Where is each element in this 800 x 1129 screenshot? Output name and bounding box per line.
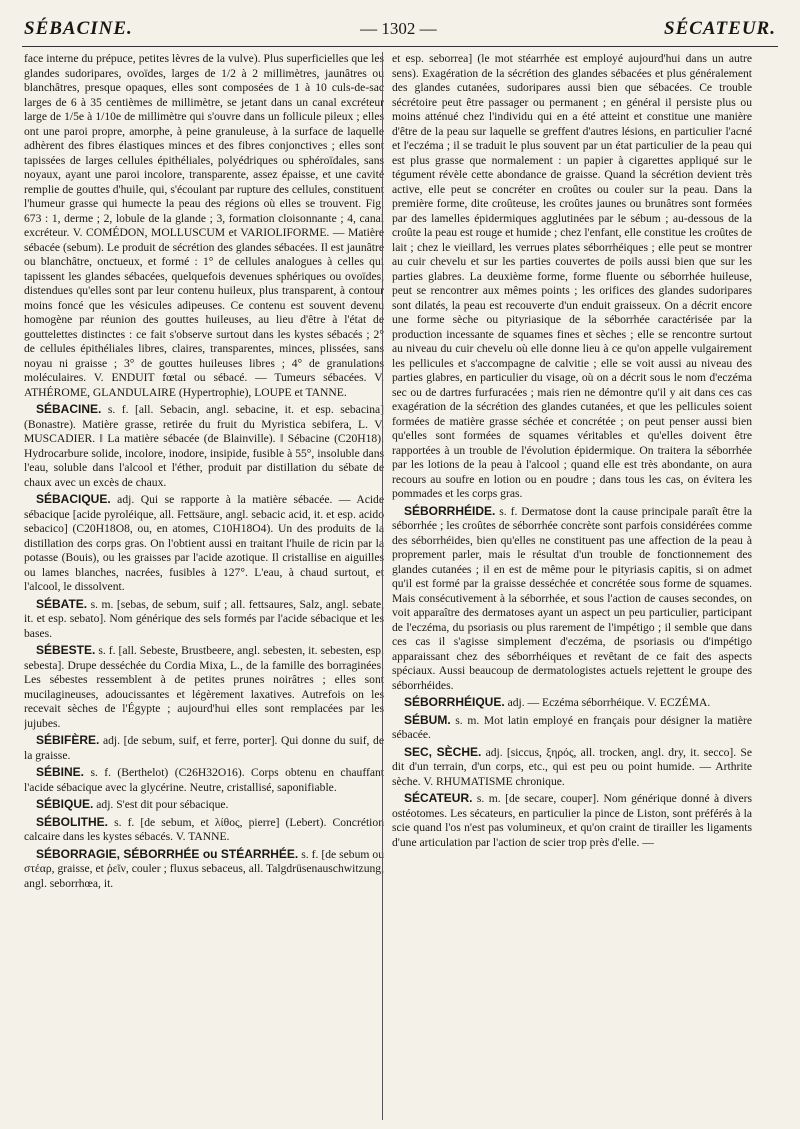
entry-definition: s. f. [all. Sebeste, Brustbeere, angl. sebesten, it. sebesten, esp. sebesta]. Drupe desséchée du Cordia Mixa, L., de la famille des borraginées. Les sébestes ressemblent à de petites prunes noirâtres ; elles sont mucilagineuses, adoucissantes et légèrement laxatives. Autrefois on les recevait sèches de l'Égypte ; aujourd'hui elles sont remplacées par les jujubes. xyxy=(24,644,384,730)
entry-definition: s. f. [de sebum ou στέαρ, graisse, et ῥεῖν, couler ; fluxus sebaceus, all. Talgdrüsenauschwitzung, angl. seborrhœa, it. xyxy=(24,847,384,890)
column-divider xyxy=(382,52,383,1120)
left-column xyxy=(24,52,384,1122)
entry-definition: s. f. [all. Sebacin, angl. sebacine, it. et esp. sebacina] (Bonastre). Matière grasse, retirée du fruit du Myristica sebifera, L. V. MUSCADIER. ‖ La matière sébacée (de Blainville). ‖ Sébacine (C20H18). Hydrocarbure solide, incolore, inodore, insipide, fusible à 55°, insoluble dans l'eau, soluble dans l'alcool et l'éther, produit par distillation du sébate de chaux avec un excès de chaux. xyxy=(24,403,384,489)
entry-seborrheide xyxy=(392,504,752,694)
entry-definition: adj. S'est dit pour sébacique. xyxy=(96,798,229,811)
entry-headword: SÉBIFÈRE. xyxy=(36,733,100,747)
entry-definition: s. f. Dermatose dont la cause principale paraît être la séborrhée ; les croûtes de séborrhée concrète sont parfois considérées comme des séborrhéides, bien qu'elles ne constituent pas une affection de la peau à proprement parler, mais le résultat d'un trouble de fonctionnement des glandes cutanées ; il en est de même pour le pityriasis capitis, si on admet qu'il est formé par la graisse desséchée et concrétée sous forme de squames. Mais consécutivement à la séborrhée, et sous l'action de causes secondes, on voit apparaître des dermatoses ayant un aspect un peu particulier, participant de l'eczéma, du psoriasis ou plus rarement de l'impétigo ; il semble que dans ces cas il s'agisse simplement d'eczéma, de psoriasis ou d'impétigo apparaissant chez des séborrhéiques et revêtant de ce fait des aspects spéciaux. Aussi beaucoup de dermatologistes actuels rejettent le groupe des séborrhéides. xyxy=(392,504,752,692)
entry-sebate xyxy=(24,597,384,642)
entry-definition: adj. — Eczéma séborrhéique. V. ECZÉMA. xyxy=(507,696,711,709)
header-first-word: SÉBACINE. xyxy=(24,18,133,39)
entry-sebifere xyxy=(24,733,384,763)
entry-sec xyxy=(392,745,752,790)
entry-headword: SEC, SÈCHE. xyxy=(404,744,482,759)
entry-seborrheique xyxy=(392,695,752,711)
entry-definition: adj. [siccus, ξηρός, all. trocken, angl. dry, it. secco]. Se dit d'un terrain, d'un corps, etc., qui est peu ou point humide. — Arthrite sèche. V. RHUMATISME chronique. xyxy=(392,745,752,788)
entry-definition: s. f. [de sebum, et λίθος, pierre] (Lebert). Concrétion calcaire dans les kystes sébacés. V. TANNE. xyxy=(24,815,384,843)
entry-definition: s. f. (Berthelot) (C26H32O16). Corps obtenu en chauffant l'acide sébacique avec la glycérine. Neutre, cristallisé, saponifiable. xyxy=(24,766,384,794)
entry-headword: SÉCATEUR. xyxy=(404,791,473,805)
entry-headword: SÉBORRAGIE, SÉBORRHÉE ou STÉARRHÉE. xyxy=(36,846,299,861)
entry-headword: SÉBIQUE. xyxy=(36,797,94,811)
entry-headword: SÉBATE. xyxy=(36,596,88,611)
entry-headword: SÉBACINE. xyxy=(36,402,102,416)
entry-headword: SÉBUM. xyxy=(404,712,451,727)
entry-headword: SÉBORRHÉIDE. xyxy=(404,503,496,518)
entry-headword: SÉBESTE. xyxy=(36,643,96,657)
entry-headword: SÉBACIQUE. xyxy=(36,492,111,506)
continued-paragraph: face interne du prépuce, petites lèvres de la vulve). Plus superficielles que les glandes sudoripares, ovoïdes, larges de 1/2 à 2 millimètres, jaunâtres ou blanchâtres, presque opaques, elles sont composées de 1 à 10 culs-de-sac larges de 6 à 35 centièmes de millimètre, se jetant dans un canal excréteur large de 1/5e à 1/10e de millimètre qui s'ouvre dans un follicule pileux ; elles ont une paroi propre, amorphe, à peine granuleuse, à la surface de laquelle adhèrent des fibres élastiques minces et des fibres conjonctives ; elles sont tapissées de larges cellules épithéliales, polyédriques ou sphéroïdales, sans noyaux, ayant une paroi incolore, transparente, assez épaisse, et une cavité remplie de gouttes d'huile, qui, s'écoulant par rupture des cellules, constituent l'humeur grasse qui humecte la peau des régions où elles se trouvent. Fig. 673 : 1, derme ; 2, lobule de la glande ; 3, formation cloisonnante ; 4, canal excréteur. V. COMÉDON, MOLLUSCUM et VARIOLIFORME. — Matière sébacée (sebum). Le produit de sécrétion des glandes sébacées. Il est jaunâtre ou blanchâtre, onctueux, et formé : 1° de cellules analogues à celles qui tapissent les glandes sébacées, quelquefois devenues sphériques ou ovoïdes, distendues qu'elles sont par leur contenu huileux, plus transparent, à contour moins foncé que les vésicules adipeuses. Ce contenu est souvent devenu homogène par réunion des gouttes huileuses, au lieu d'être à l'état de gouttelettes distinctes : ce fait s'observe surtout dans les kystes sébacés ; 2° de cellules épithéliales libres, claires, transparentes, minces, plissées, sans noyau ni graisse ; 3° de gouttes huileuses libres ; 4° de granulations moléculaires. V. ENDUIT fœtal ou sébacé. — Tumeurs sébacées. V. ATHÉROME, GLANDULAIRE (Hypertrophie), LOUPE et TANNE. xyxy=(24,52,384,399)
entry-definition: adj. [de sebum, suif, et ferre, porter]. Qui donne du suif, de la graisse. xyxy=(24,734,384,762)
entry-headword: SÉBORRHÉIQUE. xyxy=(404,695,505,709)
header-rule xyxy=(22,46,778,47)
entry-definition: s. m. [de secare, couper]. Nom générique donné à divers ostéotomes. Les sécateurs, en particulier la pince de Liston, sont préférés à la scie quand l'os n'est pas volumineux, et qu'on craint de tirailler les ligaments d'une articulation par l'action de scier trop près d'elle. — xyxy=(392,792,752,849)
entry-definition: adj. Qui se rapporte à la matière sébacée. — Acide sébacique [acide pyroléique, all. Fettsäure, angl. sebacic acid, it. et esp. acido sebacico] (C20H18O8, ou, en atomes, C10H18O4). Un des produits de la distillation des corps gras. On l'obtient aussi en traitant l'huile de ricin par la potasse (Bouis), ou les graisses par l'acide azotique. Il cristallise en aiguilles ou lames blanches, nacrées, fusibles à 127°. L'eau, à chaud surtout, et l'alcool, le dissolvent. xyxy=(24,493,384,593)
entry-secateur xyxy=(392,791,752,850)
entry-seborragie xyxy=(24,847,384,892)
entry-sebeste xyxy=(24,643,384,731)
entry-headword: SÉBINE. xyxy=(36,765,85,779)
entry-sebique xyxy=(24,797,384,813)
page-header xyxy=(24,14,776,44)
entry-definition: s. m. [sebas, de sebum, suif ; all. fettsaures, Salz, angl. sebate, it. et esp. sebato]. Nom générique des sels formés par l'acide sébacique et les bases. xyxy=(24,597,384,640)
page-number: — 1302 — xyxy=(360,19,437,38)
entry-sebine xyxy=(24,765,384,795)
entry-headword: SÉBOLITHE. xyxy=(36,814,109,829)
entry-sebacique xyxy=(24,492,384,595)
entry-sebum xyxy=(392,713,752,743)
right-column xyxy=(392,52,752,1122)
entry-sebacine xyxy=(24,402,384,490)
entry-definition: s. m. Mot latin employé en français pour désigner la matière sébacée. xyxy=(392,713,752,741)
header-last-word: SÉCATEUR. xyxy=(664,18,776,39)
continued-paragraph: et esp. seborrea] (le mot stéarrhée est employé aujourd'hui dans un autre sens). Exagération de la sécrétion des glandes sébacées et plus généralement des glandes cutanées, sudoripares aussi bien que sébacées. Ce trouble sécrétoire peut être passager ou permanent ; en général il persiste plus ou moins atténué chez l'individu qui en a été atteint et constitue une manière d'être de la peau sur laquelle se greffent d'autres lésions, en particulier l'acné et l'eczéma ; il se traduit le plus souvent par un état particulier de la peau qui est plus grasse que normalement : un papier à cigarettes appliqué sur le tégument révèle cette abondance de graisse. Quand la sécrétion devient très active, elle peut se concréter en croûtes ou couler sur la peau. Dans la première forme, dite croûteuse, les croûtes jaunes ou brunâtres sont formées par des lamelles épidermiques agglutinées par le sébum ; au-dessous de la croûte la peau est rouge et humide ; chez l'enfant, elle constitue les croûtes de lait ; chez le vieillard, les verrues plates séborrhéiques ; elle peut se montrer au cuir chevelu et sur les parties couvertes de poils aussi bien que sur les parties glabres. La deuxième forme, forme fluente ou séborrhée huileuse, peut se rencontrer aux mêmes points ; les orifices des glandes sudoripares sont dilatés, la peau est recouverte d'un enduit graisseux. On a décrit encore une forme sèche ou pityriasique de la séborrhée caractérisée par la production incessante de squames fines et sèches ; elle se rencontre surtout au niveau du cuir chevelu où elle donne lieu à ce qu'on appelle vulgairement les pellicules et s'accompagne de calvitie ; elle se voit aussi au niveau des parties glabres, en particulier du visage, où on a décrit sous le nom d'eczéma sec ou de dartres furfuracées ; mais rien ne démontre qu'il y ait dans ces cas exagération de la sécrétion des glandes cutanées, et que les pellicules soient formées de matière grasse séchée et concrétée ; on peut penser aussi bien qu'elles sont formées de squames véritables et qu'elles doivent être rapportées à un trouble de l'évolution épidermique. On traitera la séborrhée par les lotions de la peau à l'alcool ; quand elle est très abondante, on aura recours au soufre en lotion ou en poudre ; dans tous les cas, on évitera les pommades et les corps gras. xyxy=(392,52,752,500)
entry-sebolithe xyxy=(24,815,384,845)
